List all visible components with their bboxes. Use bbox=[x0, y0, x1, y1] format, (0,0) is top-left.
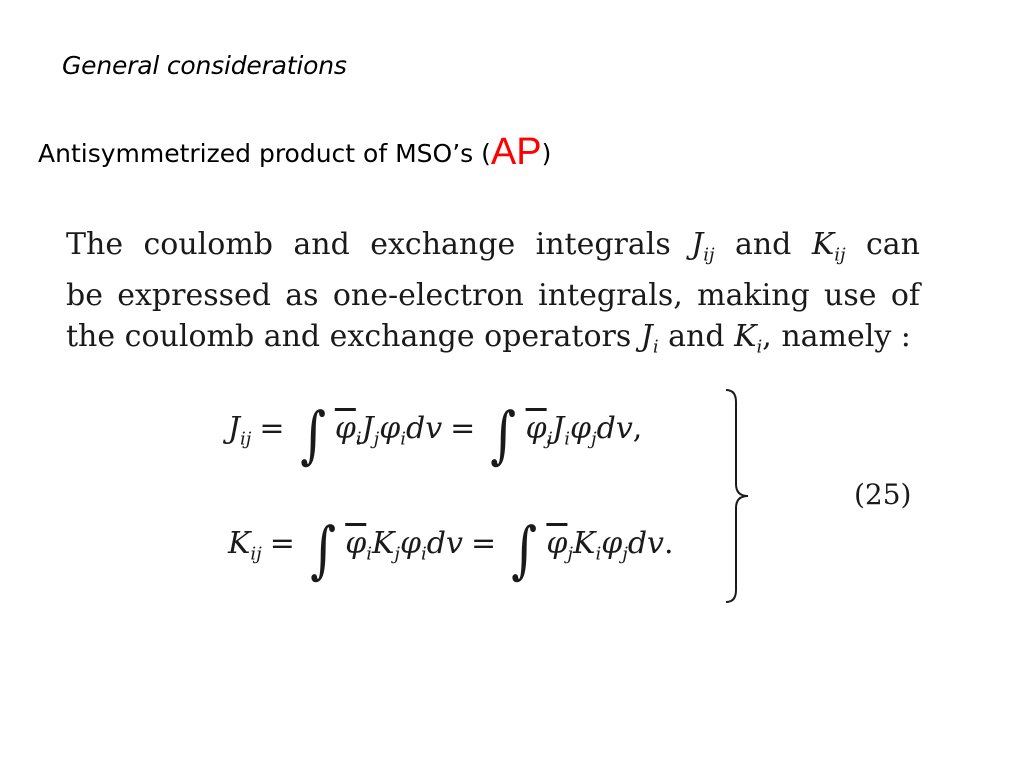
symbol-J-ij: $J_{ij}$ bbox=[691, 227, 715, 266]
equation-exchange: $K_{ij}$ = ∫ $\overline{\varphi}_iK_j\varphi_idv$ = ∫ $\overline{\varphi}_jK_i\varphi_jdv$. bbox=[228, 513, 674, 586]
paragraph-line-1 bbox=[66, 224, 920, 275]
subtitle-prefix: Antisymmetrized product of MSO’s ( bbox=[38, 139, 491, 168]
right-brace bbox=[724, 388, 754, 604]
slide-subtitle bbox=[38, 130, 551, 176]
symbol-K-ij: $K_{ij}$ bbox=[811, 227, 846, 266]
integral-sign: ∫ bbox=[511, 513, 538, 586]
slide-title: General considerations bbox=[62, 51, 347, 80]
integral-sign: ∫ bbox=[310, 513, 336, 586]
subtitle-suffix: ) bbox=[541, 139, 552, 168]
paragraph-line-3-c: , namely : bbox=[762, 319, 911, 355]
paragraph-line-3 bbox=[66, 316, 920, 367]
paragraph-line-3-b: and bbox=[658, 319, 735, 355]
paragraph-line-1-a: The coulomb and exchange integrals bbox=[66, 227, 692, 262]
paragraph-line-3-a: the coulomb and exchange operators bbox=[66, 319, 641, 355]
equation-block bbox=[228, 380, 928, 610]
symbol-J-i: $J_i$ bbox=[640, 319, 659, 358]
scanned-paragraph bbox=[66, 224, 920, 368]
equation-number: (25) bbox=[854, 478, 912, 511]
integral-sign: ∫ bbox=[490, 398, 517, 471]
symbol-K-i: $K_i$ bbox=[734, 319, 763, 358]
paragraph-line-1-c: can bbox=[845, 227, 921, 262]
subtitle-acronym: AP bbox=[490, 131, 542, 173]
integral-sign: ∫ bbox=[299, 398, 326, 471]
equation-coulomb: $J_{ij}$ = ∫ $\overline{\varphi}_iJ_j\varphi_idv$ = ∫ $\overline{\varphi}_jJ_i\varphi_jdv$, bbox=[228, 398, 643, 471]
paragraph-line-1-b: and bbox=[714, 227, 812, 262]
paragraph-line-2: be expressed as one-electron integrals, making use of bbox=[66, 278, 920, 314]
